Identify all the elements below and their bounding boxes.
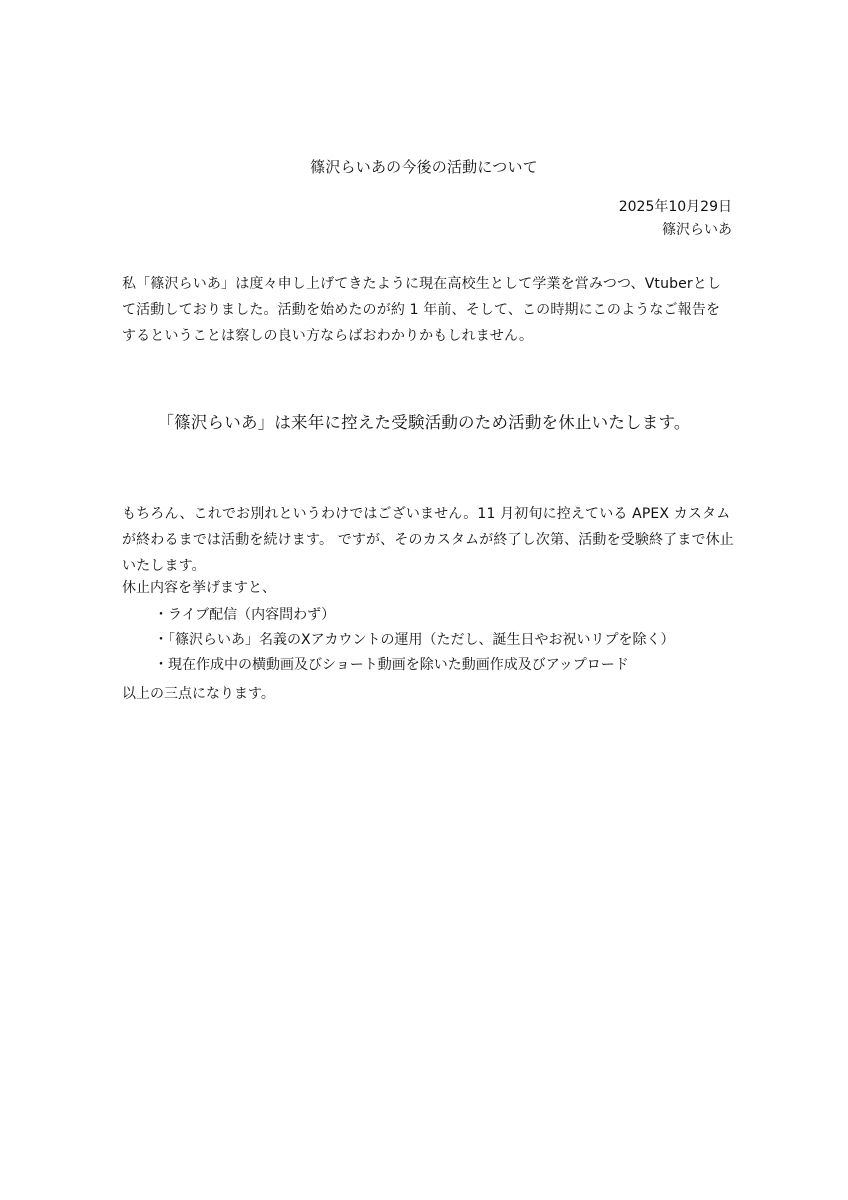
suspended-items-list bbox=[154, 603, 674, 678]
intro-paragraph: 私「篠沢らいあ」は度々申し上げてきたように現在高校生として学業を営みつつ、Vtuberとして活動しておりました。活動を始めたのが約 1 年前、そして、この時期にこのようなご報告をするということは察しの良い方ならばおわかりかもしれません。 bbox=[122, 276, 722, 344]
list-item: ・ライブ配信（内容問わず） bbox=[154, 607, 336, 623]
list-item: ・「篠沢らいあ」名義のXアカウントの運用（ただし、誕生日やお祝いリプを除く） bbox=[154, 632, 675, 648]
list-intro: 休止内容を挙げますと、 bbox=[122, 580, 276, 596]
publication-date: 2025年10月29日 bbox=[618, 199, 732, 215]
document-title: 篠沢らいあの今後の活動について bbox=[310, 158, 538, 176]
closing-line: 以上の三点になります。 bbox=[122, 686, 275, 702]
list-item: ・現在作成中の横動画及びショート動画を除いた動画作成及びアップロード bbox=[154, 657, 629, 673]
author-name: 篠沢らいあ bbox=[662, 222, 732, 238]
document-meta bbox=[619, 196, 732, 242]
highlight-notice: 「篠沢らいあ」は来年に控えた受験活動のため活動を休止いたします。 bbox=[157, 413, 691, 432]
continuation-paragraph: もちろん、これでお別れというわけではございません。11 月初旬に控えている APEX カスタムが終わるまでは活動を続けます。 ですが、そのカスタムが終了し次第、活動を受験終了まで休止いたします。 bbox=[122, 506, 734, 574]
